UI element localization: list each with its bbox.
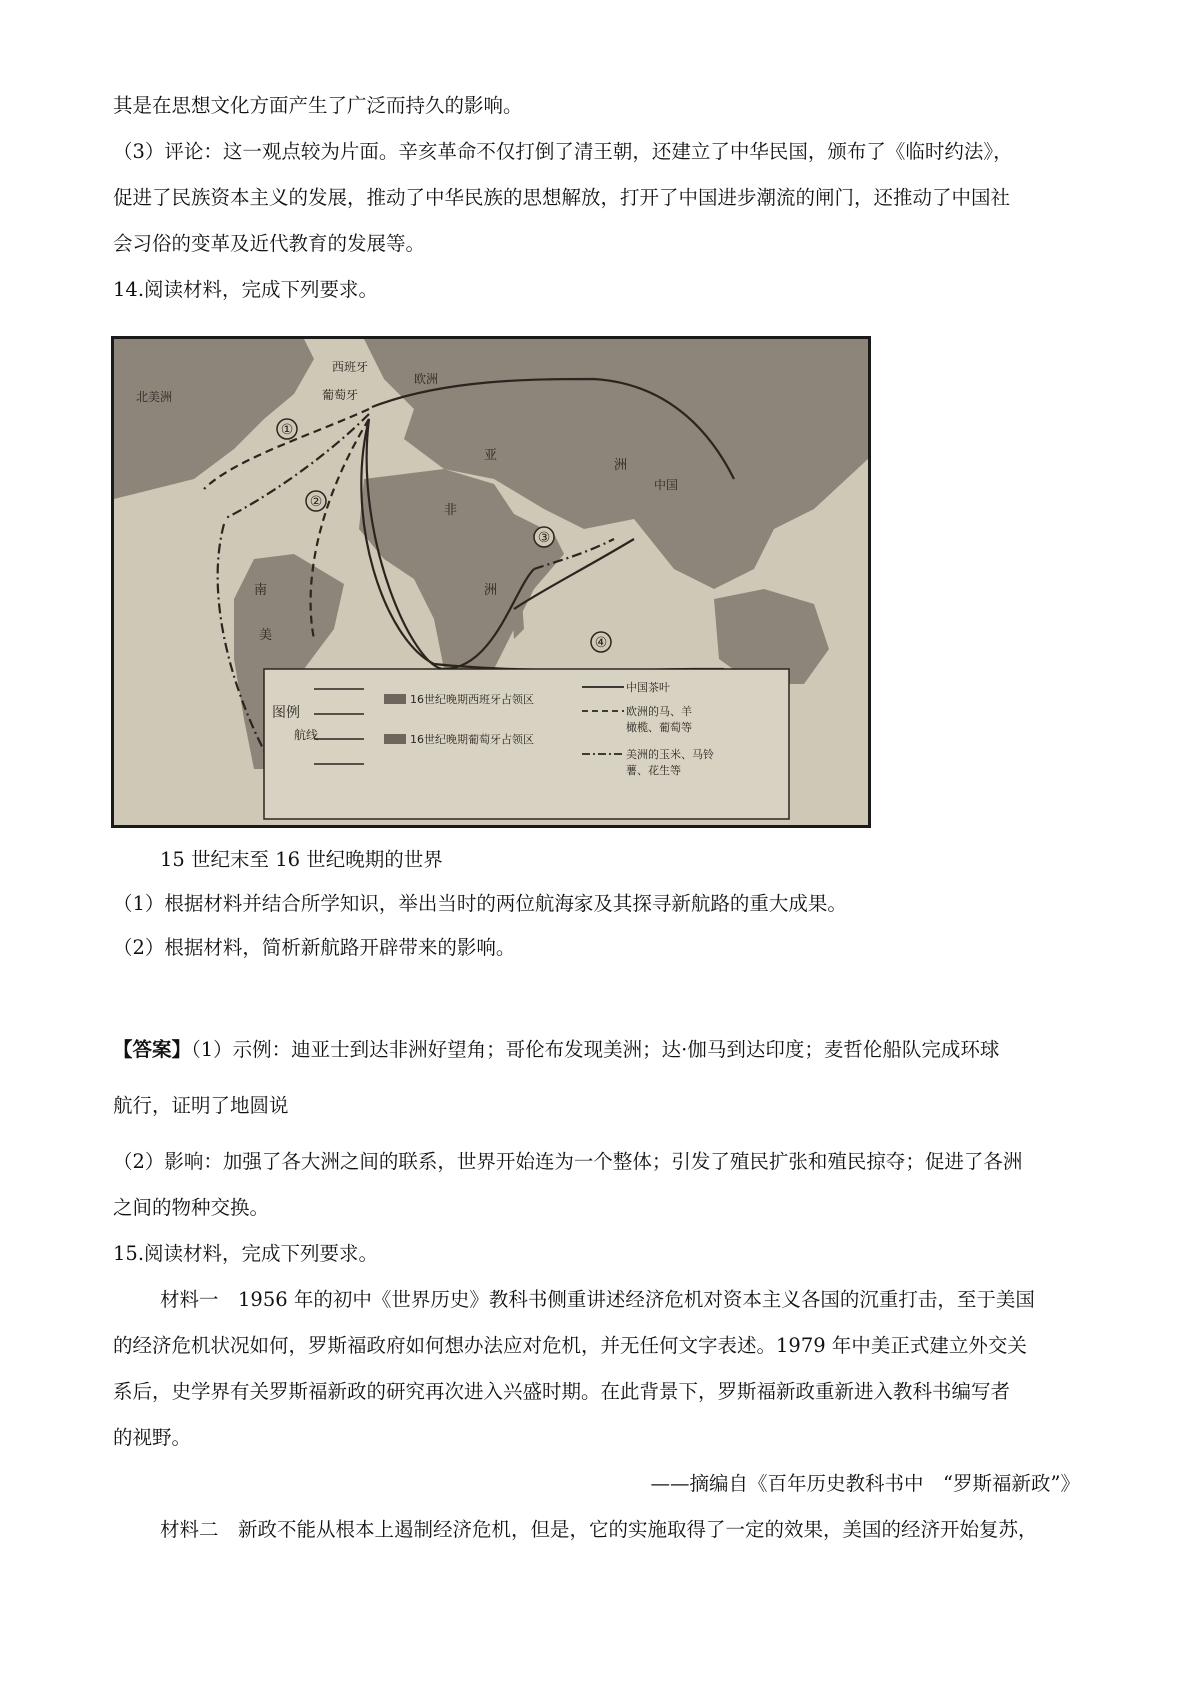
legend-europe-goods-2: 橄榄、葡萄等 [626, 721, 692, 734]
label-europe: 欧洲 [414, 372, 439, 386]
map-svg [114, 339, 868, 825]
answer-part-1: （1）示例：迪亚士到达非洲好望角；哥伦布发现美洲；达·伽马到达印度；麦哲伦船队完成环球 [191, 1038, 1000, 1061]
label-portugal: 葡萄牙 [322, 388, 359, 402]
label-africa-1: 非 [444, 503, 458, 518]
route-number-3: ③ [537, 530, 551, 546]
legend-americas-goods-2: 薯、花生等 [626, 764, 681, 777]
figure-caption: 15 世纪末至 16 世纪晚期的世界 [160, 848, 443, 871]
world-map-figure [111, 336, 871, 828]
answer-label: 【答案】 [113, 1038, 192, 1061]
legend-china-tea: 中国茶叶 [626, 681, 670, 694]
paragraph-line: 促进了民族资本主义的发展，推动了中华民族的思想解放，打开了中国进步潮流的闸门，还推动了中国社 [113, 186, 1011, 209]
map-legend [264, 669, 789, 819]
route-number-2: ② [309, 494, 323, 510]
paragraph-line: 航行，证明了地圆说 [113, 1094, 289, 1117]
label-china: 中国 [654, 478, 679, 492]
legend-route-label: 航线 [294, 728, 319, 742]
material-2-line: 材料二 新政不能从根本上遏制经济危机，但是，它的实施取得了一定的效果，美国的经济开始复苏， [160, 1518, 1038, 1541]
question-15-heading: 15.阅读材料，完成下列要求。 [113, 1242, 379, 1265]
paragraph-line: 的经济危机状况如何，罗斯福政府如何想办法应对危机，并无任何文字表述。1979 年中美正式建立外交关 [113, 1334, 1027, 1357]
question-14-part-1: （1）根据材料并结合所学知识，举出当时的两位航海家及其探寻新航路的重大成果。 [113, 892, 847, 915]
label-asia-1: 亚 [484, 448, 498, 463]
paragraph-line: 之间的物种交换。 [113, 1196, 270, 1219]
label-africa-2: 洲 [484, 583, 498, 598]
route-number-4: ④ [594, 635, 608, 651]
legend-europe-goods: 欧洲的马、羊 [626, 705, 692, 718]
paragraph-line: （3）评论：这一观点较为片面。辛亥革命不仅打倒了清王朝，还建立了中华民国，颁布了《临时约法》， [113, 140, 1013, 163]
paragraph-line: 的视野。 [113, 1426, 192, 1449]
label-south-america-1: 南 [254, 583, 268, 598]
legend-spain-area: 16世纪晚期西班牙占领区 [410, 693, 534, 706]
legend-americas-goods: 美洲的玉米、马铃 [626, 748, 714, 761]
label-spain: 西班牙 [332, 360, 369, 374]
material-1-line: 材料一 1956 年的初中《世界历史》教科书侧重讲述经济危机对资本主义各国的沉重打击，至于美国 [160, 1288, 1035, 1311]
paragraph-line: 其是在思想文化方面产生了广泛而持久的影响。 [113, 94, 523, 117]
material-1-source: ——摘编自《百年历史教科书中 “罗斯福新政”》 [650, 1472, 1080, 1495]
question-14-heading: 14.阅读材料，完成下列要求。 [113, 278, 379, 301]
question-14-part-2: （2）根据材料，简析新航路开辟带来的影响。 [113, 936, 516, 959]
answer-part-2: （2）影响：加强了各大洲之间的联系，世界开始连为一个整体；引发了殖民扩张和殖民掠夺；促进了各洲 [113, 1150, 1023, 1173]
paragraph-line: 系后，史学界有关罗斯福新政的研究再次进入兴盛时期。在此背景下，罗斯福新政重新进入教科书编写者 [113, 1380, 1011, 1403]
label-south-america-2: 美 [259, 628, 273, 643]
legend-title: 图例 [272, 705, 300, 721]
label-asia-2: 洲 [614, 458, 628, 473]
paragraph-line: 会习俗的变革及近代教育的发展等。 [113, 232, 426, 255]
answer-line [113, 1036, 999, 1064]
legend-portugal-area: 16世纪晚期葡萄牙占领区 [410, 733, 534, 746]
route-number-1: ① [280, 422, 294, 438]
label-north-america: 北美洲 [136, 390, 173, 404]
